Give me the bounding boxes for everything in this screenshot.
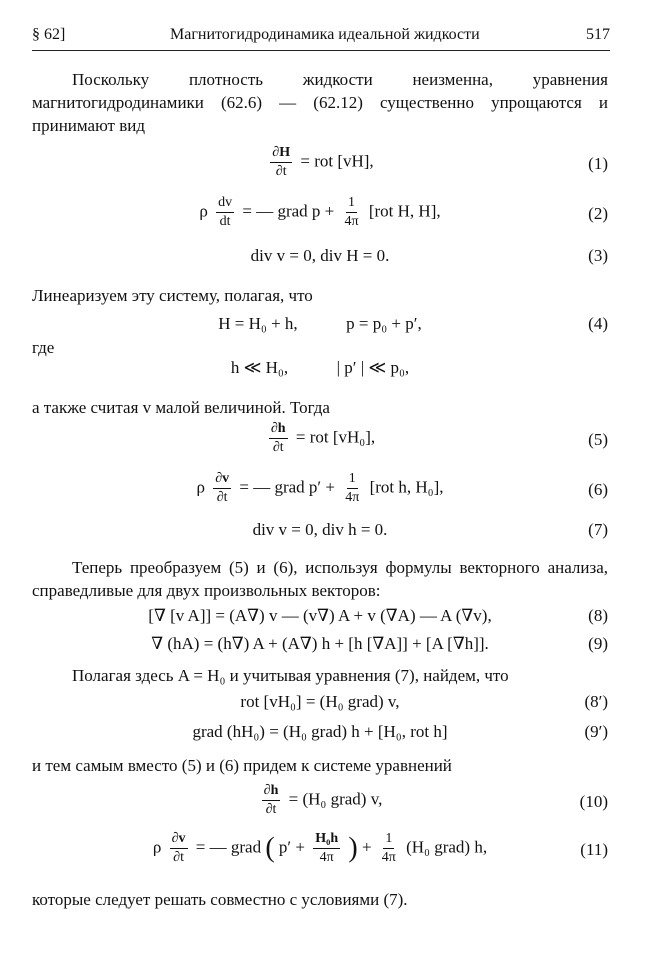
eq-number-2: (2) [588, 204, 608, 223]
eq-number-11: (11) [580, 840, 608, 859]
fraction: $\frac{\text{H₀h}}{4\pi}$ [315, 831, 339, 865]
eq-number-7: (7) [588, 520, 608, 539]
running-title: Магнитогидродинамика идеальной жидкости [170, 26, 480, 43]
page-number: 517 [586, 26, 610, 43]
header-rule [32, 50, 610, 51]
paragraph-conclusion: которые следует решать совместно с условиями (7). [32, 890, 408, 909]
fraction: $\frac{\partial h}{\partial t}$ [263, 783, 279, 817]
eq-number-8-prime: (8′) [584, 692, 608, 711]
equation-8: [∇ [v A]] = (A∇) v — (v∇) A + v (∇A) — A (∇v), [148, 606, 492, 625]
fraction: $\frac{\partial H}{\partial t}$ [272, 145, 291, 179]
fraction: $\frac{1}{4\pi}$ [345, 471, 360, 505]
fraction: $\frac{1}{4\pi}$ [344, 195, 359, 229]
paragraph-small-v: а также считая v малой величиной. Тогда [32, 398, 330, 417]
fraction: $\frac{dv}{dt}$ [218, 195, 233, 229]
eq-number-9: (9) [588, 634, 608, 653]
paragraph-linearize: Линеаризуем эту систему, полагая, что [32, 286, 313, 305]
eq-number-8: (8) [588, 606, 608, 625]
fraction: $\frac{1}{4\pi}$ [381, 831, 396, 865]
fraction: $\frac{\partial h}{\partial t}$ [270, 421, 286, 455]
section-number: § 62] [32, 26, 66, 43]
eq-number-10: (10) [579, 792, 608, 811]
equation-8-prime: rot [vH₀] = (H₀ grad) v, [240, 692, 400, 711]
equation-5: $\frac{\partial h}{\partial t}$ = rot [vH₀], [270, 421, 376, 455]
fraction: $\frac{\partial v}{\partial t}$ [171, 831, 186, 865]
equation-9-prime: grad (hH₀) = (H₀ grad) h + [H₀, rot h] [192, 722, 448, 741]
eq-number-5: (5) [588, 430, 608, 449]
eq-number-6: (6) [588, 480, 608, 499]
equation-6: ρ $\frac{\partial v}{\partial t}$ = — grad p′ + $\frac{1}{4\pi}$ [rot h, H₀], [196, 471, 444, 505]
condition: h ≪ H₀, | p′ | ≪ p₀, [230, 358, 410, 377]
paragraph-substitute: Полагая здесь A = H₀ и учитывая уравнения (7), найдем, что [72, 666, 509, 685]
equation-11: ρ $\frac{\partial v}{\partial t}$ = — grad ( p′ + $\frac{\text{H₀h}}{4\pi}$ ) + $\frac{1}{4\pi}$ (H₀ grad) h, [152, 831, 488, 865]
eq-number-4: (4) [588, 314, 608, 333]
equation-4: H = H₀ + h, p = p₀ + p′, [218, 314, 422, 333]
equation-3: div v = 0, div H = 0. [250, 246, 390, 265]
equation-9: ∇ (hA) = (h∇) A + (A∇) h + [h [∇A]] + [A [∇h]]. [151, 634, 489, 653]
eq-number-9-prime: (9′) [584, 722, 608, 741]
eq1-rhs: = rot [vH], [300, 151, 374, 171]
equation-10: $\frac{\partial h}{\partial t}$ = (H₀ grad) v, [263, 783, 383, 817]
paragraph-system: и тем самым вместо (5) и (6) придем к системе уравнений [32, 756, 452, 775]
eq-number-1: (1) [588, 154, 608, 173]
paragraph-intro: Поскольку плотность жидкости неизменна, уравнения магнитогидродинамики (62.6) — (62.12) существенно упрощаются и принимают вид [32, 70, 608, 135]
equation-1 [60, 146, 580, 179]
fraction: $\frac{\partial v}{\partial t}$ [215, 471, 230, 505]
equation-2: ρ $\frac{dv}{dt}$ = — grad p + $\frac{1}{4\pi}$ [rot H, H], [199, 195, 441, 229]
equation-7: div v = 0, div h = 0. [252, 520, 388, 539]
eq-number-3: (3) [588, 246, 608, 265]
paragraph-transform: Теперь преобразуем (5) и (6), используя формулы векторного анализа, справедливые для двух произвольных векторов: [32, 558, 608, 600]
word-where: где [32, 338, 55, 357]
